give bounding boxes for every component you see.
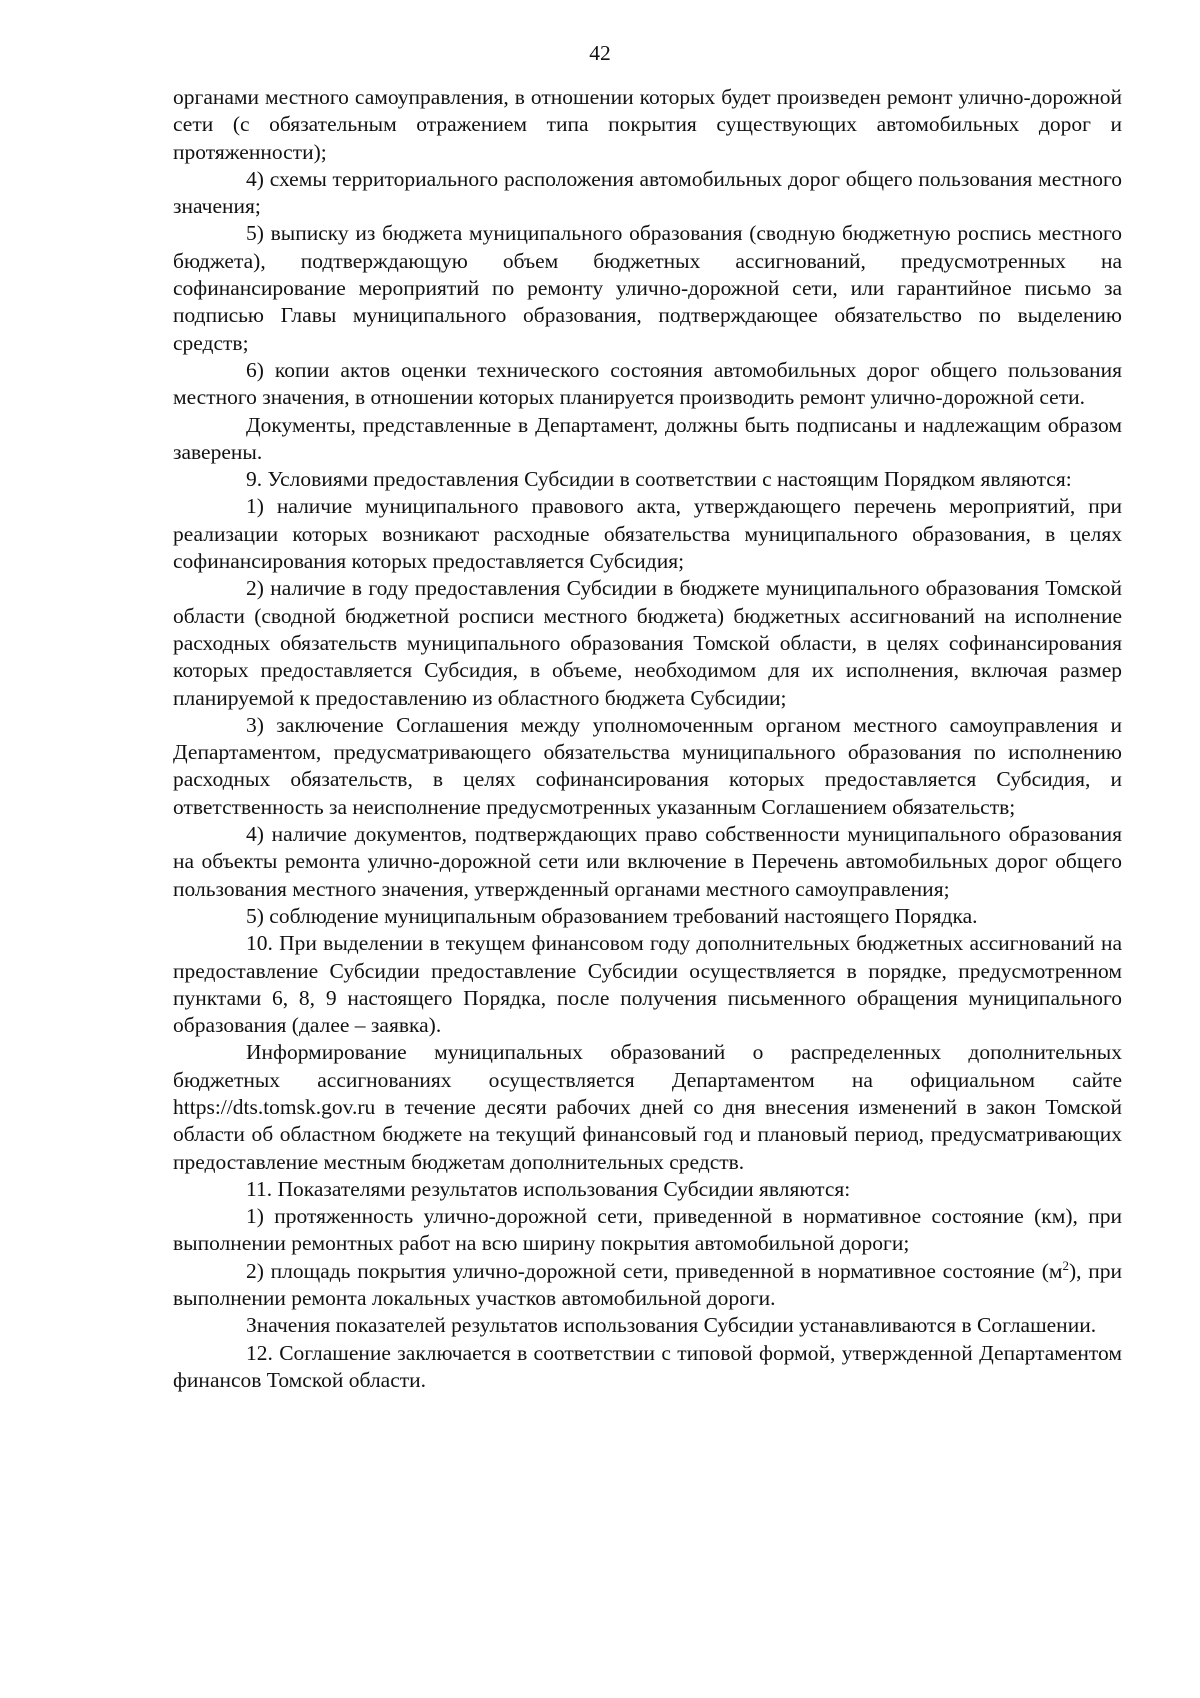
list-item-5-budget-extract: 5) выписку из бюджета муниципального образования (сводную бюджетную роспись местного бюджета), подтверждающую объем бюджетных ассигнований, предусмотренных на софинансирование мероприятий по ремонту улично-дорожной сети, или гарантийное письмо за подписью Главы муниципального образования, подтверждающее обязательство по выделению средств; bbox=[173, 221, 1122, 355]
clause-10-additional-allocations: 10. При выделении в текущем финансовом году дополнительных бюджетных ассигнований на предоставление Субсидии предоставление Субсидии осуществляется в порядке, предусмотренном пунктами 6, 8, 9 настоящего Порядка, после получения письменного обращения муниципального образования (далее – заявка). bbox=[173, 931, 1122, 1038]
indicator-2-text-after: ), при выполнении ремонта локальных участков автомобильной дороги. bbox=[173, 1258, 1123, 1311]
indicator-2-text-before: 2) площадь покрытия улично-дорожной сети, приведенной в нормативное состояние (м bbox=[246, 1258, 1063, 1283]
clause-9-conditions: 9. Условиями предоставления Субсидии в соответствии с настоящим Порядком являются: bbox=[246, 467, 1072, 492]
paragraph-continuation: органами местного самоуправления, в отношении которых будет произведен ремонт улично-дорожной сети (с обязательным отражением типа покрытия существующих автомобильных дорог и протяженности); bbox=[173, 85, 1122, 164]
page-number: 42 bbox=[589, 41, 611, 65]
condition-2-budget-allocations: 2) наличие в году предоставления Субсидии в бюджете муниципального образования Томской области (сводной бюджетной росписи местного бюджета) бюджетных ассигнований на исполнение расходных обязательств муниципального образования Томской области, в целях софинансирования которых предоставляется Субсидия, в объеме, необходимом для их исполнения, включая размер планируемой к предоставлению из областного бюджета Субсидии; bbox=[173, 576, 1122, 710]
indicator-2-area bbox=[173, 1258, 1122, 1313]
list-item-6-condition-acts: 6) копии актов оценки технического состояния автомобильных дорог общего пользования местного значения, в отношении которых планируется производить ремонт улично-дорожной сети. bbox=[173, 357, 1122, 410]
condition-3-agreement: 3) заключение Соглашения между уполномоченным органом местного самоуправления и Департаментом, предусматривающего обязательства муниципального образования по исполнению расходных обязательств, в целях софинансирования которых предоставляется Субсидия, и ответственность за неисполнение предусмотренных указанным Соглашением обязательств; bbox=[173, 712, 1122, 819]
clause-11-indicators: 11. Показателями результатов использования Субсидии являются: bbox=[246, 1176, 851, 1201]
condition-5-compliance: 5) соблюдение муниципальным образованием требований настоящего Порядка. bbox=[246, 903, 978, 928]
condition-4-ownership-documents: 4) наличие документов, подтверждающих право собственности муниципального образования на объекты ремонта улично-дорожной сети или включение в Перечень автомобильных дорог общего пользования местного значения, утвержденный органами местного самоуправления; bbox=[173, 822, 1122, 901]
clause-12-agreement-form: 12. Соглашение заключается в соответствии с типовой формой, утвержденной Департаментом финансов Томской области. bbox=[173, 1340, 1122, 1392]
document-body bbox=[173, 84, 1122, 1394]
list-item-4-schemes: 4) схемы территориального расположения автомобильных дорог общего пользования местного значения; bbox=[173, 166, 1122, 219]
indicator-1-length: 1) протяженность улично-дорожной сети, приведенной в нормативное состояние (км), при выполнении ремонтных работ на всю ширину покрытия автомобильной дороги; bbox=[173, 1204, 1122, 1256]
paragraph-indicator-values: Значения показателей результатов использования Субсидии устанавливаются в Соглашении. bbox=[246, 1313, 1097, 1338]
paragraph-informing: Информирование муниципальных образований о распределенных дополнительных бюджетных ассигнованиях осуществляется Департаментом на официальном сайте https://dts.tomsk.gov.ru в течение десяти рабочих дней со дня внесения изменений в закон Томской области об областном бюджете на текущий финансовый год и плановый период, предусматривающих предоставление местным бюджетам дополнительных средств. bbox=[173, 1040, 1122, 1174]
condition-1-legal-act: 1) наличие муниципального правового акта, утверждающего перечень мероприятий, при реализации которых возникают расходные обязательства муниципального образования, в целях софинансирования которых предоставляется Субсидия; bbox=[173, 494, 1122, 574]
paragraph-documents-signed: Документы, представленные в Департамент, должны быть подписаны и надлежащим образом заверены. bbox=[173, 412, 1122, 464]
superscript-2: 2 bbox=[1062, 1257, 1069, 1273]
